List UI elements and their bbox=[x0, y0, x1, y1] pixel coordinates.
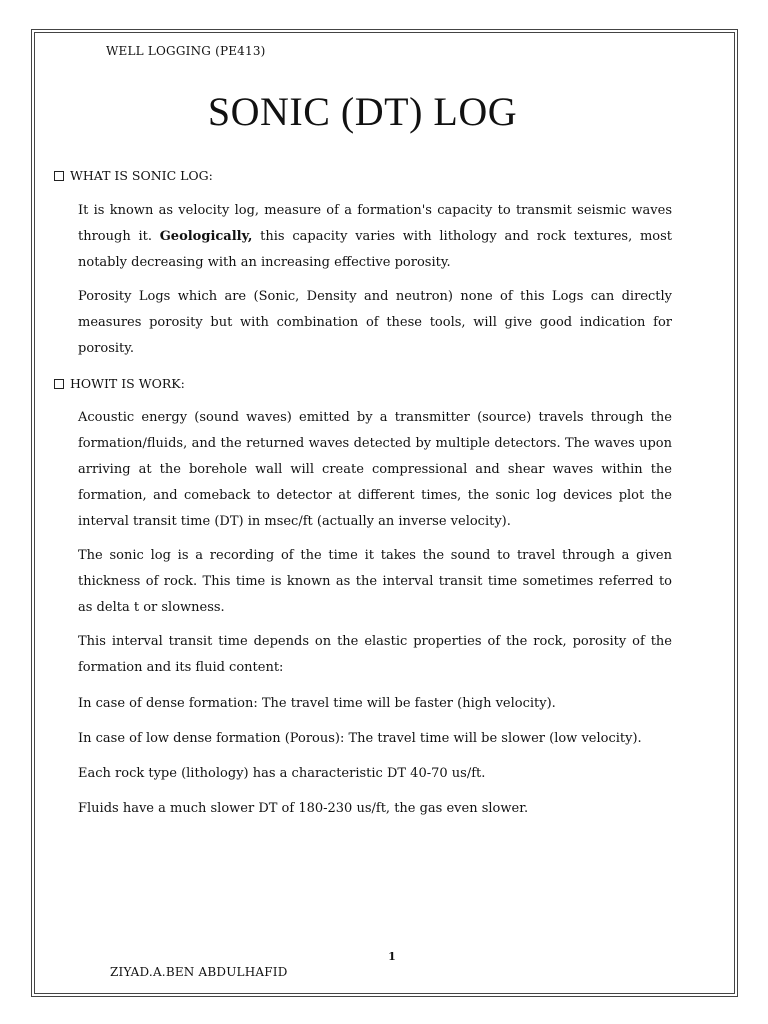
paragraph-text: this capacity varies with lithology and rock textures, most notably decreasing with an increasing effective porosity. bbox=[78, 229, 672, 270]
page-header: WELL LOGGING (PE413) bbox=[106, 44, 266, 58]
paragraph-transit-time: This interval transit time depends on the elastic properties of the rock, porosity of the formation and its fluid content: bbox=[78, 634, 672, 675]
paragraph-definition bbox=[78, 198, 672, 276]
paragraph-rock-type: Each rock type (lithology) has a characteristic DT 40-70 us/ft. bbox=[78, 766, 486, 781]
section-heading-what bbox=[54, 168, 213, 183]
section-heading-how bbox=[54, 376, 185, 391]
page-number: 1 bbox=[388, 950, 396, 963]
checkbox-bullet-icon bbox=[54, 379, 64, 389]
page-footer-author: ZIYAD.A.BEN ABDULHAFID bbox=[110, 965, 288, 979]
checkbox-bullet-icon bbox=[54, 171, 64, 181]
paragraph-fluids: Fluids have a much slower DT of 180-230 us/ft, the gas even slower. bbox=[78, 801, 529, 816]
section-heading-label: WHAT IS SONIC LOG: bbox=[70, 168, 213, 183]
paragraph-text: It is known as velocity log, measure of a formation's capacity to transmit seismic waves through it. bbox=[78, 203, 672, 244]
section-heading-label: HOWIT IS WORK: bbox=[70, 376, 185, 391]
paragraph-bold-text: Geologically, bbox=[159, 229, 253, 244]
paragraph-sonic-recording: The sonic log is a recording of the time it takes the sound to travel through a given thickness of rock. This time is known as the interval transit time sometimes referred to as delta t or slowness. bbox=[78, 548, 672, 615]
page-title: SONIC (DT) LOG bbox=[207, 89, 518, 134]
paragraph-acoustic-energy: Acoustic energy (sound waves) emitted by a transmitter (source) travels through the formation/fluids, and the returned waves detected by multiple detectors. The waves upon arriving at the borehole wall will create compressional and shear waves within the formation, and comeback to detector at different times, the sonic log devices plot the interval transit time (DT) in msec/ft (actually an inverse velocity). bbox=[78, 410, 672, 529]
paragraph-porosity-logs: Porosity Logs which are (Sonic, Density and neutron) none of this Logs can directly measures porosity but with combination of these tools, will give good indication for porosity. bbox=[78, 289, 672, 356]
paragraph-porous-formation: In case of low dense formation (Porous): The travel time will be slower (low velocity). bbox=[78, 731, 642, 746]
paragraph-dense-formation: In case of dense formation: The travel time will be faster (high velocity). bbox=[78, 696, 556, 711]
